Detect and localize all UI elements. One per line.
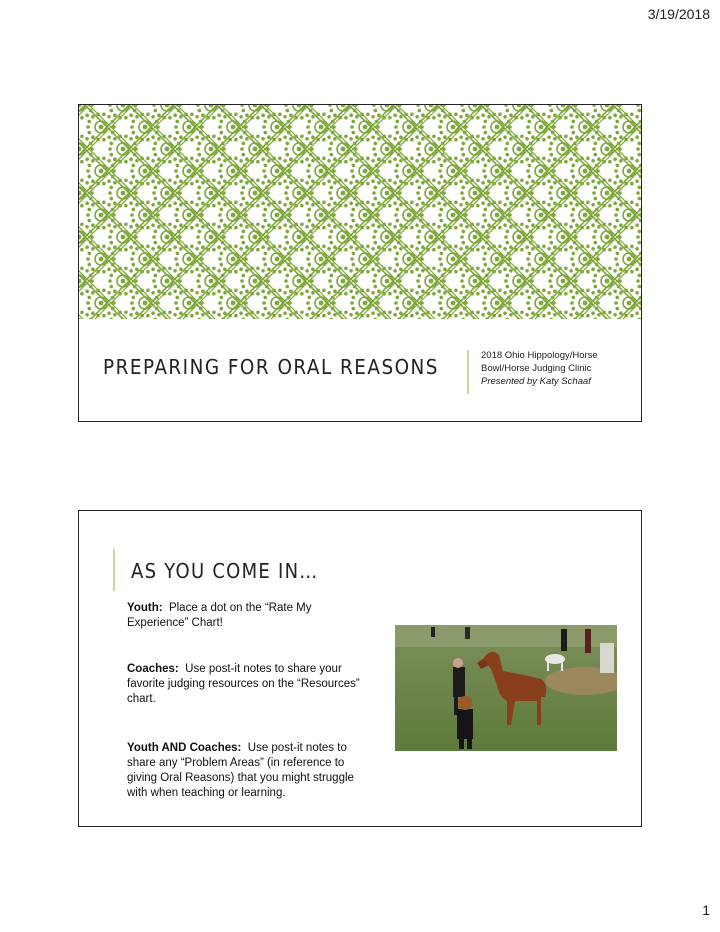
accent-divider (467, 350, 469, 394)
subtitle-line-1: 2018 Ohio Hippology/Horse (481, 350, 598, 361)
both-text: Use post-it notes to share any “Problem Areas” (in reference to giving Oral Reasons) that you might struggle with when teaching or learning. (127, 742, 354, 799)
youth-instruction (127, 601, 375, 631)
coaches-instruction (127, 662, 375, 707)
instructions-slide (78, 510, 642, 827)
both-label: Youth AND Coaches: (127, 742, 242, 754)
decorative-pattern-banner (79, 105, 641, 319)
slide-title: AS YOU COME IN… (131, 559, 319, 583)
accent-divider (113, 549, 115, 591)
youth-label: Youth: (127, 602, 163, 614)
coaches-text: Use post-it notes to share your favorite judging resources on the “Resources” chart. (127, 663, 360, 705)
page-date: 3/19/2018 (647, 6, 710, 22)
title-slide (78, 104, 642, 422)
subtitle-line-2: Bowl/Horse Judging Clinic (481, 363, 592, 374)
youth-and-coaches-instruction (127, 741, 375, 801)
youth-text: Place a dot on the “Rate My Experience” Chart! (127, 602, 312, 629)
horse-show-photo (395, 625, 617, 751)
slide-subtitle (481, 349, 631, 388)
coaches-label: Coaches: (127, 663, 179, 675)
presenter-credit: Presented by Katy Schaaf (481, 376, 591, 387)
page-number: 1 (702, 902, 710, 918)
slide-title: PREPARING FOR ORAL REASONS (103, 355, 439, 379)
